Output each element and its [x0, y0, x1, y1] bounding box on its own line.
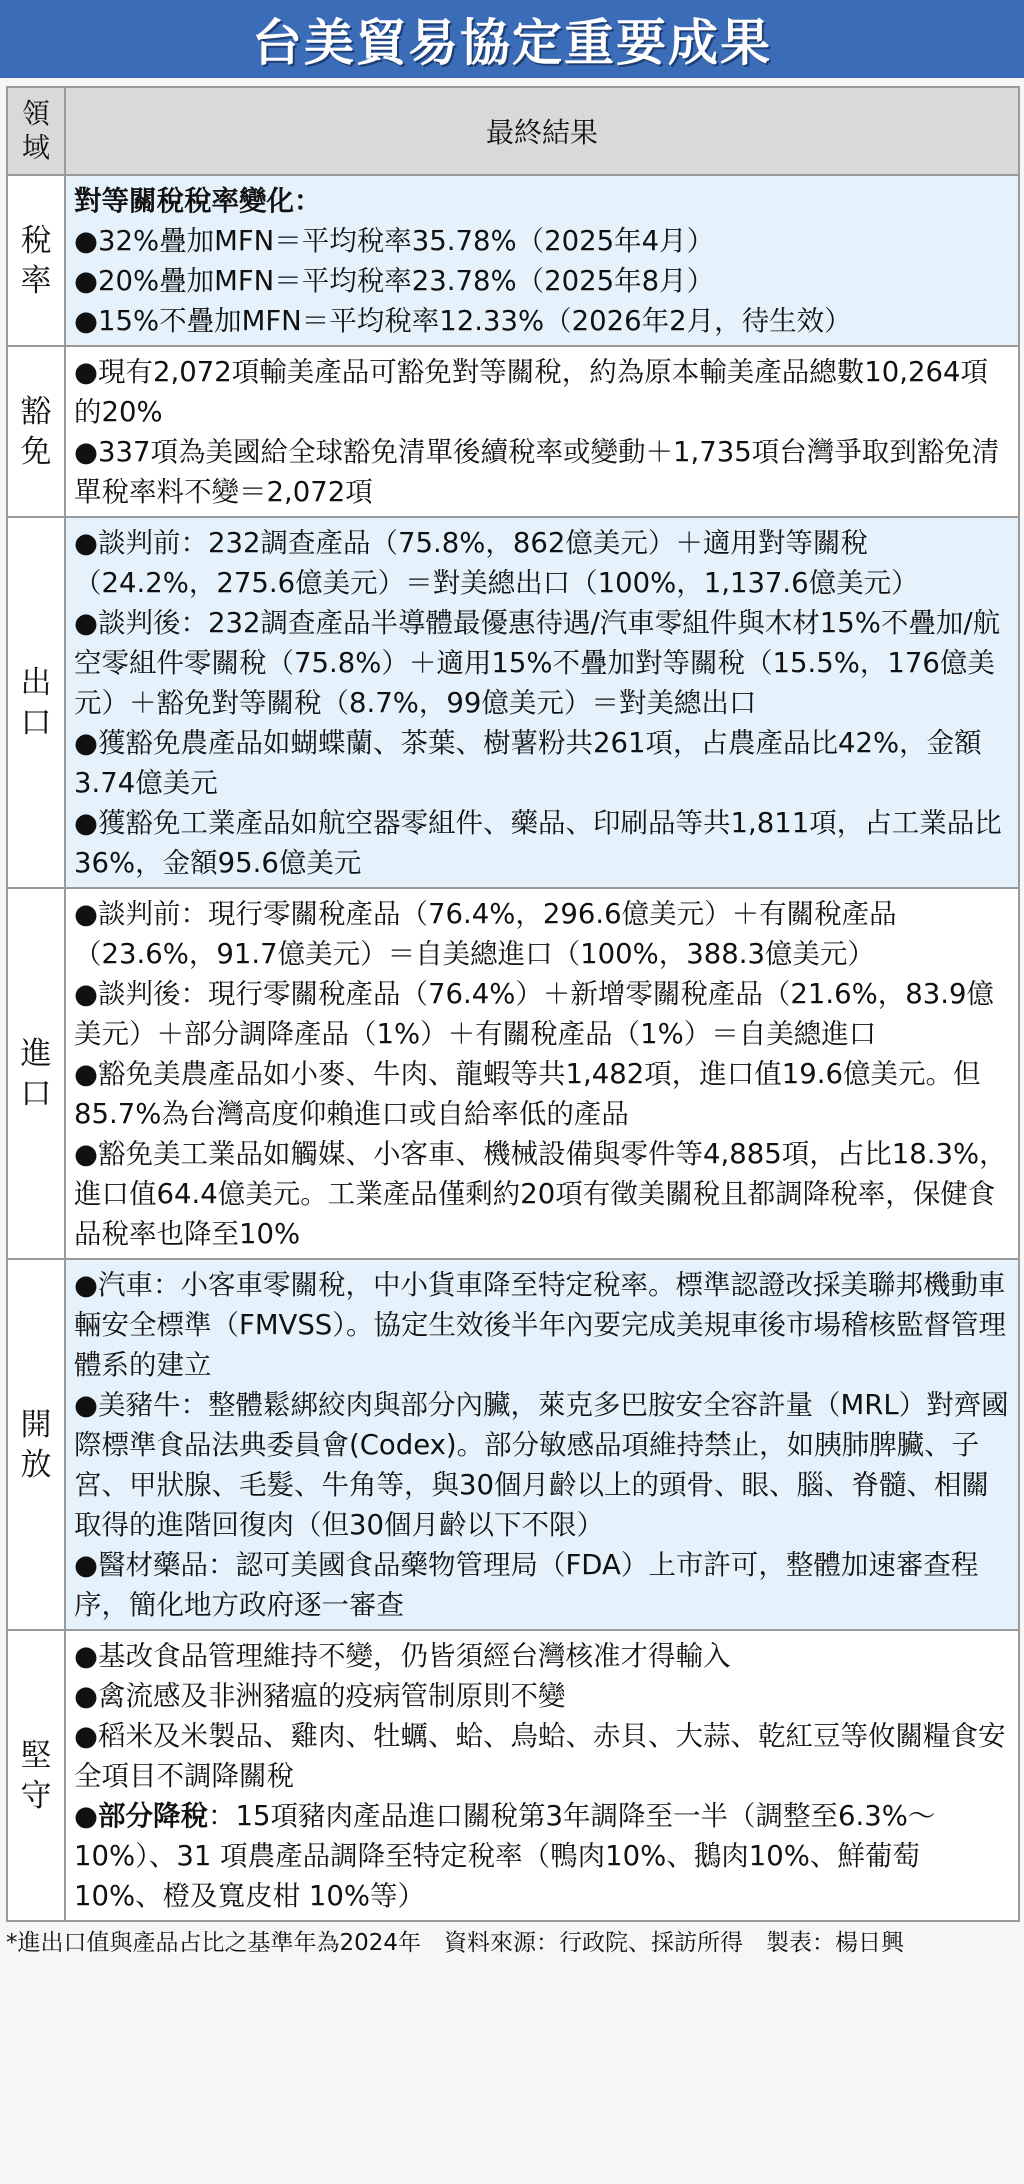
field-cell: [7, 517, 65, 888]
field-label: 稅率: [20, 222, 52, 299]
page-title: 台美貿易協定重要成果: [252, 14, 772, 72]
table-header-row: [7, 87, 1019, 175]
list-item: [74, 1796, 1010, 1916]
field-cell: [7, 888, 65, 1259]
table-row: [7, 175, 1019, 346]
list-item: ●獲豁免工業產品如航空器零組件、藥品、印刷品等共1,811項，占工業品比36%，金額95.6億美元: [74, 807, 1002, 879]
table-row: [7, 517, 1019, 888]
table-row: [7, 1259, 1019, 1630]
list-item: ●禽流感及非洲豬瘟的疫病管制原則不變: [74, 1680, 566, 1712]
content-cell: [65, 1630, 1019, 1921]
list-item: ●豁免美工業品如觸媒、小客車、機械設備與零件等4,885項，占比18.3%，進口值64.4億美元。工業產品僅剩約20項有徵美關稅且都調降稅率，保健食品稅率也降至10%: [74, 1138, 1007, 1250]
list-item: ●談判前：232調查產品（75.8%，862億美元）＋適用對等關稅（24.2%，275.6億美元）＝對美總出口（100%，1,137.6億美元）: [74, 527, 919, 599]
list-item-text: ：15項豬肉產品進口關稅第3年調降至一半（調整至6.3%～10%）、31 項農產品調降至特定稅率（鴨肉10%、鵝肉10%、鮮葡萄 10%、橙及寬皮柑 10%等）: [74, 1800, 936, 1912]
content-cell: [65, 517, 1019, 888]
list-item: ●20%疊加MFN＝平均稅率23.78%（2025年8月）: [74, 265, 715, 297]
list-item: ●現有2,072項輸美產品可豁免對等關稅，約為原本輸美產品總數10,264項的20%: [74, 356, 988, 428]
field-label: 豁免: [20, 393, 52, 470]
list-item: ●稻米及米製品、雞肉、牡蠣、蛤、鳥蛤、赤貝、大蒜、乾紅豆等攸關糧食安全項目不調降關稅: [74, 1720, 1006, 1792]
list-item: ●337項為美國給全球豁免清單後續稅率或變動＋1,735項台灣爭取到豁免清單稅率料不變＝2,072項: [74, 436, 1000, 508]
title-bar: [0, 0, 1024, 78]
header-field-label: 領域: [21, 97, 50, 164]
list-item: ●獲豁免農產品如蝴蝶蘭、茶葉、樹薯粉共261項，占農產品比42%，金額3.74億美元: [74, 727, 982, 799]
list-item: ●談判後：232調查產品半導體最優惠待遇/汽車零組件與木材15%不疊加/航空零組件零關稅（75.8%）＋適用15%不疊加對等關稅（15.5%，176億美元）＋豁免對等關稅（8.7%，99億美元）＝對美總出口: [74, 607, 1001, 719]
list-item: ●醫材藥品：認可美國食品藥物管理局（FDA）上市許可，整體加速審查程序，簡化地方政府逐一審查: [74, 1549, 979, 1621]
header-result: 最終結果: [65, 87, 1019, 175]
list-item: ●32%疊加MFN＝平均稅率35.78%（2025年4月）: [74, 225, 715, 257]
list-item: ●汽車：小客車零關稅，中小貨車降至特定稅率。標準認證改採美聯邦機動車輛安全標準（FMVSS）。協定生效後半年內要完成美規車後市場稽核監督管理體系的建立: [74, 1269, 1007, 1381]
list-item: ●談判前：現行零關稅產品（76.4%，296.6億美元）＋有關稅產品（23.6%，91.7億美元）＝自美總進口（100%，388.3億美元）: [74, 898, 897, 970]
field-cell: [7, 1630, 65, 1921]
field-cell: [7, 346, 65, 517]
list-item: ●美豬牛：整體鬆綁絞肉與部分內臟，萊克多巴胺安全容許量（MRL）對齊國際標準食品法典委員會(Codex)。部分敏感品項維持禁止，如胰肺脾臟、子宮、甲狀腺、毛髮、牛角等，與30個月齡以上的頭骨、眼、腦、脊髓、相關取得的進階回復肉（但30個月齡以下不限）: [74, 1389, 1009, 1541]
field-cell: [7, 175, 65, 346]
content-cell: [65, 175, 1019, 346]
content-cell: [65, 346, 1019, 517]
footer-note: *進出口值與產品占比之基準年為2024年 資料來源：行政院、採訪所得 製表：楊日興: [6, 1930, 905, 1956]
content-cell: [65, 888, 1019, 1259]
section-subtitle: 對等關稅稅率變化：: [74, 185, 322, 217]
list-item: ●豁免美農產品如小麥、牛肉、龍蝦等共1,482項，進口值19.6億美元。但85.7%為台灣高度仰賴進口或自給率低的產品: [74, 1058, 981, 1130]
list-item: ●基改食品管理維持不變，仍皆須經台灣核准才得輸入: [74, 1640, 731, 1672]
list-item: ●15%不疊加MFN＝平均稅率12.33%（2026年2月，待生效）: [74, 305, 852, 337]
table-row: [7, 346, 1019, 517]
list-item-bold-label: ●部分降稅: [74, 1800, 208, 1832]
header-field: [7, 87, 65, 175]
table-row: [7, 888, 1019, 1259]
field-label: 進口: [20, 1035, 52, 1112]
table-row: [7, 1630, 1019, 1921]
results-table: [6, 86, 1020, 1922]
content-cell: [65, 1259, 1019, 1630]
field-cell: [7, 1259, 65, 1630]
field-label: 開放: [20, 1406, 52, 1483]
field-label: 堅守: [20, 1737, 52, 1814]
field-label: 出口: [20, 664, 52, 741]
list-item: ●談判後：現行零關稅產品（76.4%）＋新增零關稅產品（21.6%，83.9億美元）＋部分調降產品（1%）＋有關稅產品（1%）＝自美總進口: [74, 978, 994, 1050]
